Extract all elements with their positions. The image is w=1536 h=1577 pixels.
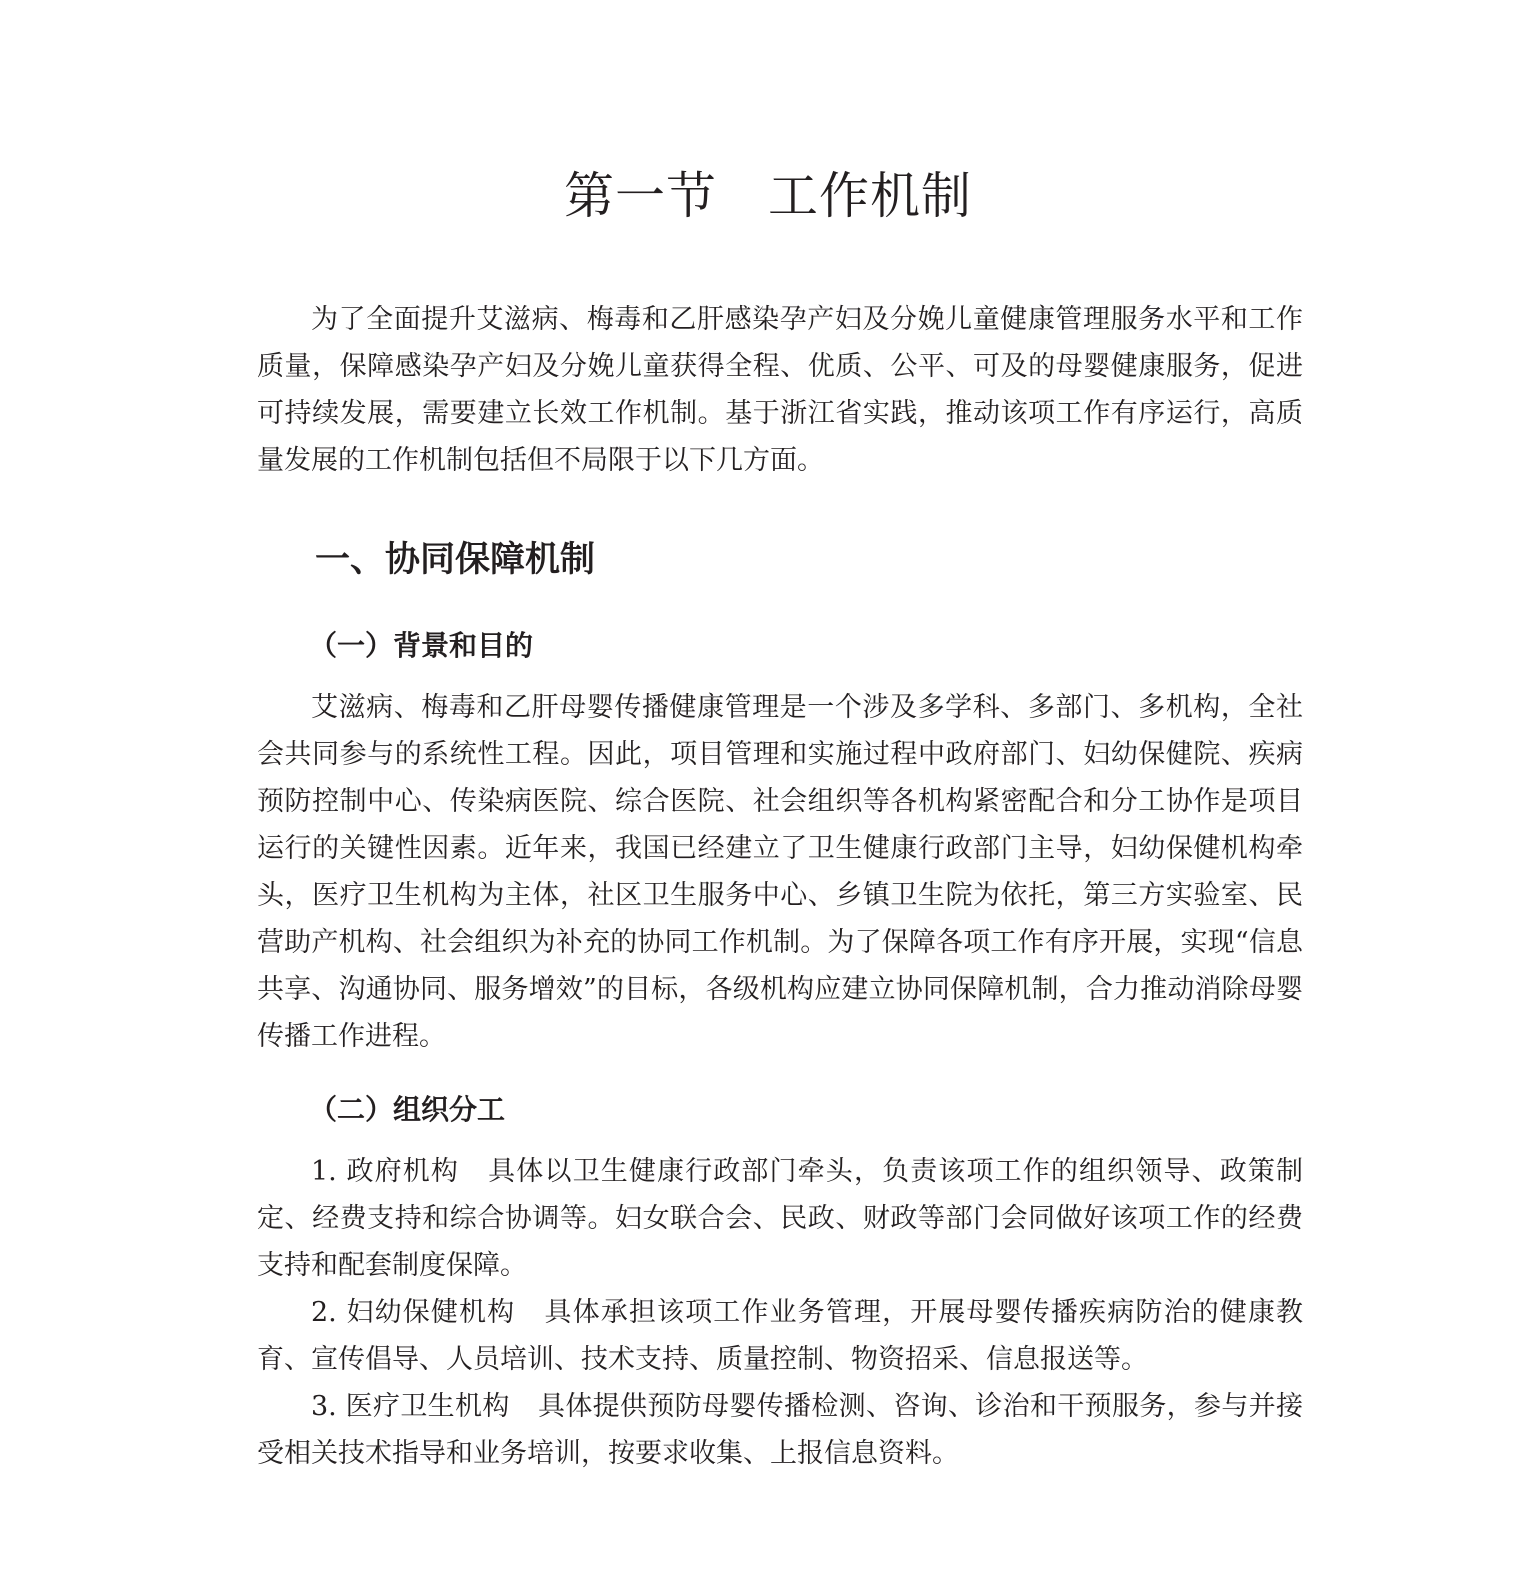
subsection-heading-organization: （二）组织分工 — [309, 1093, 506, 1126]
list-item-lead: 2. 妇幼保健机构 — [311, 1297, 516, 1328]
list-item-government — [257, 1148, 1303, 1289]
list-item-medical-institutions — [257, 1383, 1303, 1477]
subsection-heading-background: （一）背景和目的 — [309, 629, 534, 662]
section-heading-coordination: 一、协同保障机制 — [315, 540, 596, 580]
chapter-title: 第一节 工作机制 — [564, 167, 972, 225]
list-item-maternal-child-health — [257, 1289, 1303, 1383]
list-item-lead: 1. 政府机构 — [311, 1156, 460, 1187]
list-item-text: 具体以卫生健康行政部门牵头，负责该项工作的组织领导、政策制定、经费支持和综合协调等。妇女联合会、民政、财政等部门会同做好该项工作的经费支持和配套制度保障。 — [257, 1156, 1304, 1281]
intro-paragraph: 为了全面提升艾滋病、梅毒和乙肝感染孕产妇及分娩儿童健康管理服务水平和工作质量，保障感染孕产妇及分娩儿童获得全程、优质、公平、可及的母婴健康服务，促进可持续发展，需要建立长效工作机制。基于浙江省实践，推动该项工作有序运行，高质量发展的工作机制包括但不局限于以下几方面。 — [257, 304, 1303, 476]
list-item-text: 具体承担该项工作业务管理，开展母婴传播疾病防治的健康教育、宣传倡导、人员培训、技术支持、质量控制、物资招采、信息报送等。 — [257, 1297, 1304, 1375]
list-item-text: 具体提供预防母婴传播检测、咨询、诊治和干预服务，参与并接受相关技术指导和业务培训，按要求收集、上报信息资料。 — [257, 1391, 1304, 1469]
document-body — [257, 296, 1303, 1477]
background-paragraph: 艾滋病、梅毒和乙肝母婴传播健康管理是一个涉及多学科、多部门、多机构，全社会共同参与的系统性工程。因此，项目管理和实施过程中政府部门、妇幼保健院、疾病预防控制中心、传染病医院、综合医院、社会组织等各机构紧密配合和分工协作是项目运行的关键性因素。近年来，我国已经建立了卫生健康行政部门主导，妇幼保健机构牵头，医疗卫生机构为主体，社区卫生服务中心、乡镇卫生院为依托，第三方实验室、民营助产机构、社会组织为补充的协同工作机制。为了保障各项工作有序开展，实现“信息共享、沟通协同、服务增效”的目标，各级机构应建立协同保障机制，合力推动消除母婴传播工作进程。 — [257, 692, 1303, 1052]
list-item-lead: 3. 医疗卫生机构 — [311, 1391, 510, 1422]
